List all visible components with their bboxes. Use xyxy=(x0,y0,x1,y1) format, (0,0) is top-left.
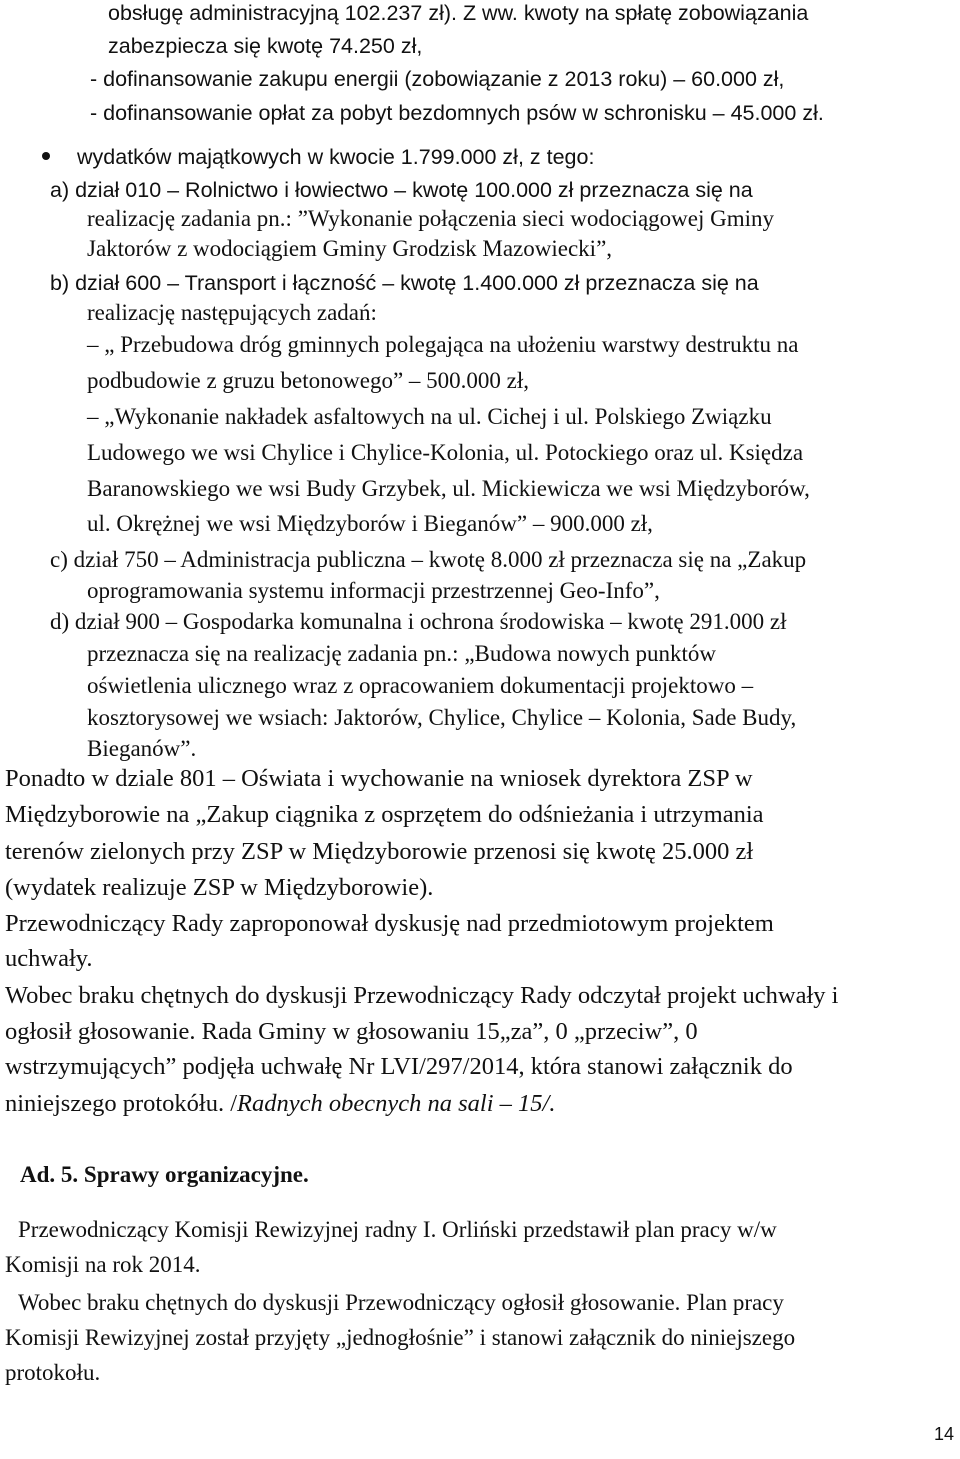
italic-note: Radnych obecnych na sali – 15/. xyxy=(237,1090,556,1117)
text-line xyxy=(5,1089,555,1119)
text-line: Komisji Rewizyjnej został przyjęty „jednogłośnie” i stanowi załącznik do niniejszego xyxy=(5,1325,796,1350)
text-line: kosztorysowej we wsiach: Jaktorów, Chylice, Chylice – Kolonia, Sade Budy, xyxy=(87,705,797,730)
page-number: 14 xyxy=(933,1424,954,1444)
text-line: protokołu. xyxy=(5,1360,101,1385)
text-line: Baranowskiego we wsi Budy Grzybek, ul. Mickiewicza we wsi Międzyborów, xyxy=(87,476,810,501)
text-line: Wobec braku chętnych do dyskusji Przewodniczący Rady odczytał projekt uchwały i xyxy=(5,982,839,1009)
text-line: uchwały. xyxy=(5,945,93,972)
text-line: – „ Przebudowa dróg gminnych polegająca na ułożeniu warstwy destruktu na xyxy=(87,332,799,357)
text-line: - dofinansowanie opłat za pobyt bezdomnych psów w schronisku – 45.000 zł. xyxy=(90,101,824,125)
section-heading: Ad. 5. Sprawy organizacyjne. xyxy=(20,1162,309,1187)
text-line: Jaktorów z wodociągiem Gminy Grodzisk Mazowiecki”, xyxy=(87,236,613,261)
text-line: Ludowego we wsi Chylice i Chylice-Kolonia, ul. Potockiego oraz ul. Księdza xyxy=(87,440,804,465)
text-line: b) dział 600 – Transport i łączność – kwotę 1.400.000 zł przeznacza się na xyxy=(50,271,759,295)
text-line: (wydatek realizuje ZSP w Międzyborowie). xyxy=(5,874,434,901)
text-line: d) dział 900 – Gospodarka komunalna i ochrona środowiska – kwotę 291.000 zł xyxy=(50,609,787,634)
text-line: Przewodniczący Rady zaproponował dyskusję nad przedmiotowym projektem xyxy=(5,910,774,937)
text-line: Przewodniczący Komisji Rewizyjnej radny I. Orliński przedstawił plan pracy w/w xyxy=(18,1217,777,1242)
text-line: Ponadto w dziale 801 – Oświata i wychowanie na wniosek dyrektora ZSP w xyxy=(5,765,753,792)
bullet-icon xyxy=(42,152,50,160)
text-line: - dofinansowanie zakupu energii (zobowiązanie z 2013 roku) – 60.000 zł, xyxy=(90,67,785,91)
text-line: wstrzymujących” podjęła uchwałę Nr LVI/297/2014, która stanowi załącznik do xyxy=(5,1053,793,1080)
text-line: ul. Okrężnej we wsi Międzyborów i Bieganów” – 900.000 zł, xyxy=(87,511,653,536)
text-line: – „Wykonanie nakładek asfaltowych na ul. Cichej i ul. Polskiego Związku xyxy=(87,404,772,429)
text-line: przeznacza się na realizację zadania pn.: „Budowa nowych punktów xyxy=(87,641,717,666)
text-line: Międzyborowie na „Zakup ciągnika z osprzętem do odśnieżania i utrzymania xyxy=(5,801,764,828)
text-line: realizację zadania pn.: ”Wykonanie połączenia sieci wodociągowej Gminy xyxy=(87,206,775,231)
text-line: Bieganów”. xyxy=(87,736,197,761)
text-line: a) dział 010 – Rolnictwo i łowiectwo – kwotę 100.000 zł przeznacza się na xyxy=(50,178,753,202)
text-line: zabezpiecza się kwotę 74.250 zł, xyxy=(108,34,423,58)
text-line: wydatków majątkowych w kwocie 1.799.000 zł, z tego: xyxy=(77,145,595,169)
text-line: oświetlenia ulicznego wraz z opracowaniem dokumentacji projektowo – xyxy=(87,673,754,698)
text-line: c) dział 750 – Administracja publiczna – kwotę 8.000 zł przeznacza się na „Zakup xyxy=(50,547,807,572)
text-line: podbudowie z gruzu betonowego” – 500.000 zł, xyxy=(87,368,530,393)
text-line: obsługę administracyjną 102.237 zł). Z ww. kwoty na spłatę zobowiązania xyxy=(108,1,809,25)
text-line: Komisji na rok 2014. xyxy=(5,1252,201,1277)
text-line: Wobec braku chętnych do dyskusji Przewodniczący ogłosił głosowanie. Plan pracy xyxy=(18,1290,784,1315)
text-line: terenów zielonych przy ZSP w Międzyborowie przenosi się kwotę 25.000 zł xyxy=(5,838,754,865)
text-line: realizację następujących zadań: xyxy=(87,300,377,325)
text-fragment: niniejszego protokółu. / xyxy=(5,1090,238,1117)
text-line: ogłosił głosowanie. Rada Gminy w głosowaniu 15„za”, 0 „przeciw”, 0 xyxy=(5,1018,698,1045)
text-line: oprogramowania systemu informacji przestrzennej Geo-Info”, xyxy=(87,578,660,603)
